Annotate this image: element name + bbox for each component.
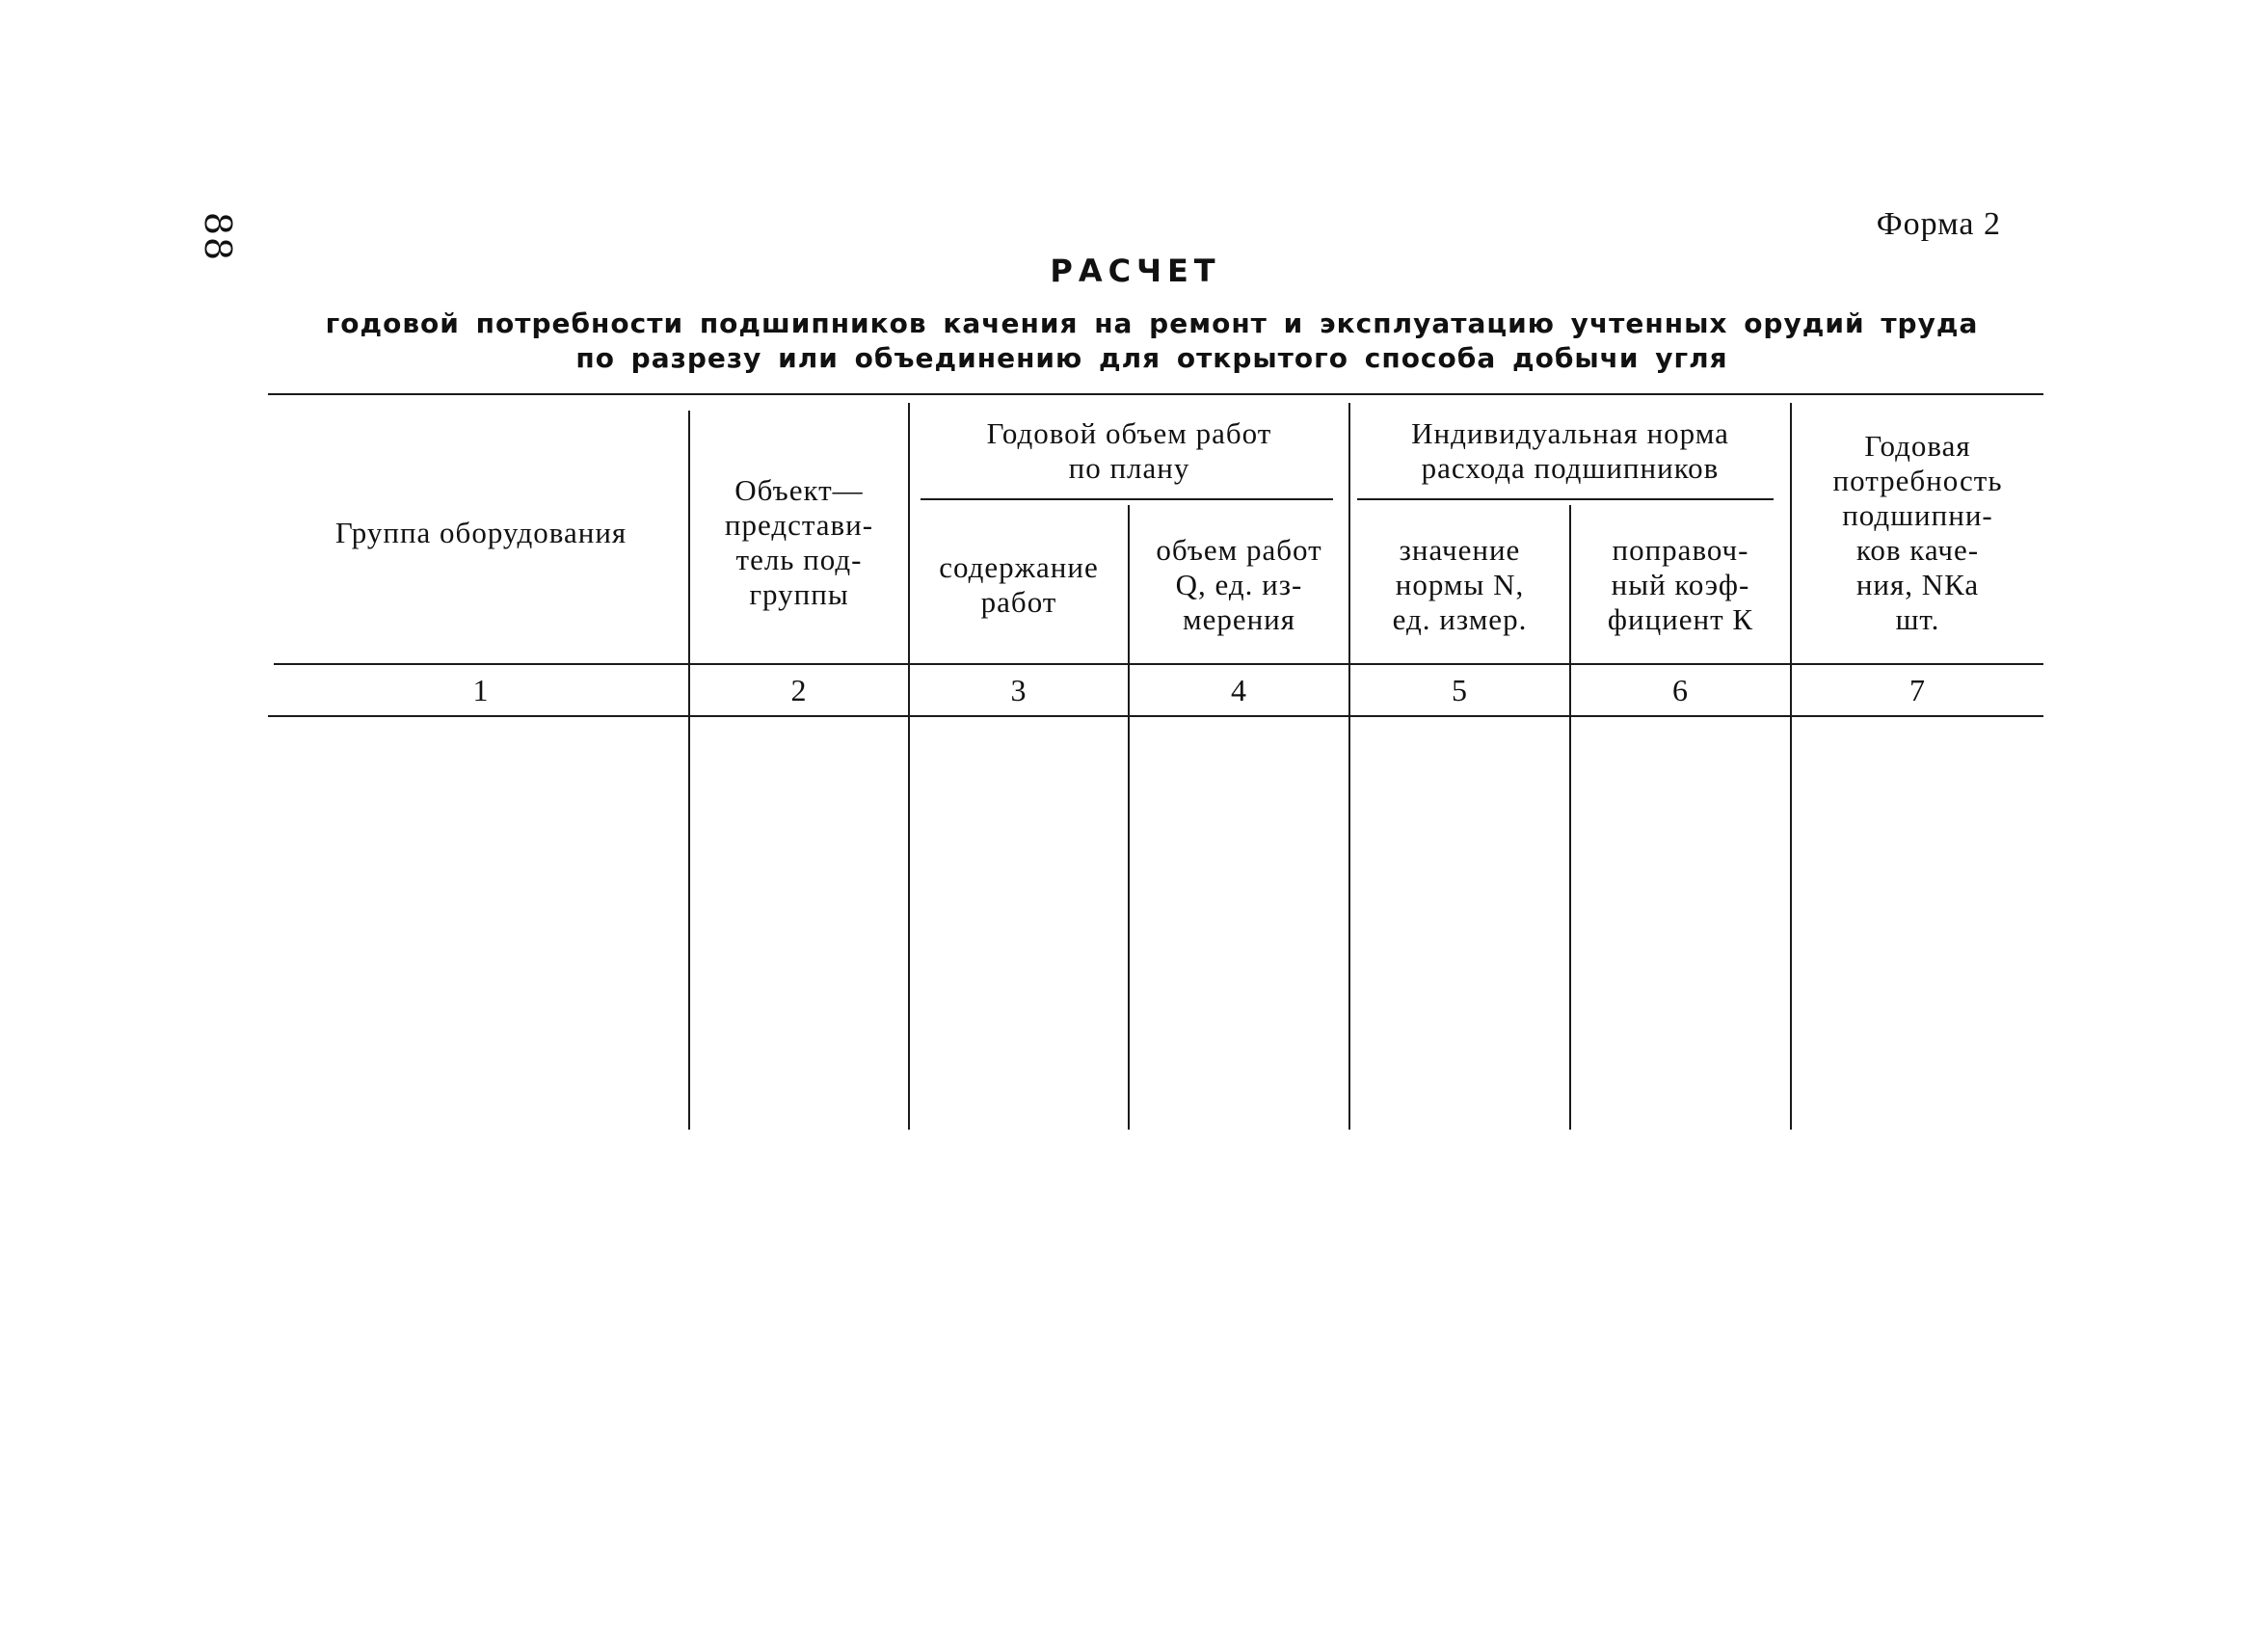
page-number: 88 xyxy=(197,211,239,263)
header-equipment-group: Группа оборудования xyxy=(334,516,627,549)
column-number-2: 2 xyxy=(790,673,808,707)
column-number-1: 1 xyxy=(472,673,490,707)
table-top-rule xyxy=(268,393,2043,395)
subtitle-line-1: годовой потребности подшипников качения на ремонт и эксплуатацию учтенных орудий труда xyxy=(325,307,1979,339)
header-individual-norm: Индивидуальная норма расхода подшипников xyxy=(1411,416,1729,485)
column-number-6: 6 xyxy=(1672,673,1689,707)
group-5-6-rule xyxy=(1357,498,1774,500)
column-number-5: 5 xyxy=(1452,673,1468,707)
column-number-4: 4 xyxy=(1231,673,1247,707)
header-correction-coefficient-k: поправоч- ный коэф- фициент К xyxy=(1607,533,1754,636)
header-work-content: содержание работ xyxy=(939,550,1099,619)
group-3-4-rule xyxy=(921,498,1333,500)
document-title: РАСЧЕТ xyxy=(1050,253,1221,289)
number-row-bottom-rule xyxy=(268,715,2043,717)
header-representative-object: Объект— представи- тель под- группы xyxy=(724,473,874,611)
subtitle-line-2: по разрезу или объединению для открытого способа добычи угля xyxy=(575,342,1728,374)
header-annual-bearing-demand: Годовая потребность подшипни- ков каче- ния, NКа шт. xyxy=(1832,429,2003,636)
header-work-volume-q: объем работ Q, ед. из- мерения xyxy=(1156,533,1322,636)
header-norm-value-n: значение нормы N, ед. измер. xyxy=(1392,533,1528,636)
form-label: Форма 2 xyxy=(1876,206,2001,242)
column-number-3: 3 xyxy=(1010,673,1028,707)
document-subtitle xyxy=(318,306,1986,376)
column-number-7: 7 xyxy=(1909,673,1926,707)
header-bottom-rule xyxy=(274,663,2043,665)
header-annual-work-volume: Годовой объем работ по плану xyxy=(986,416,1272,485)
